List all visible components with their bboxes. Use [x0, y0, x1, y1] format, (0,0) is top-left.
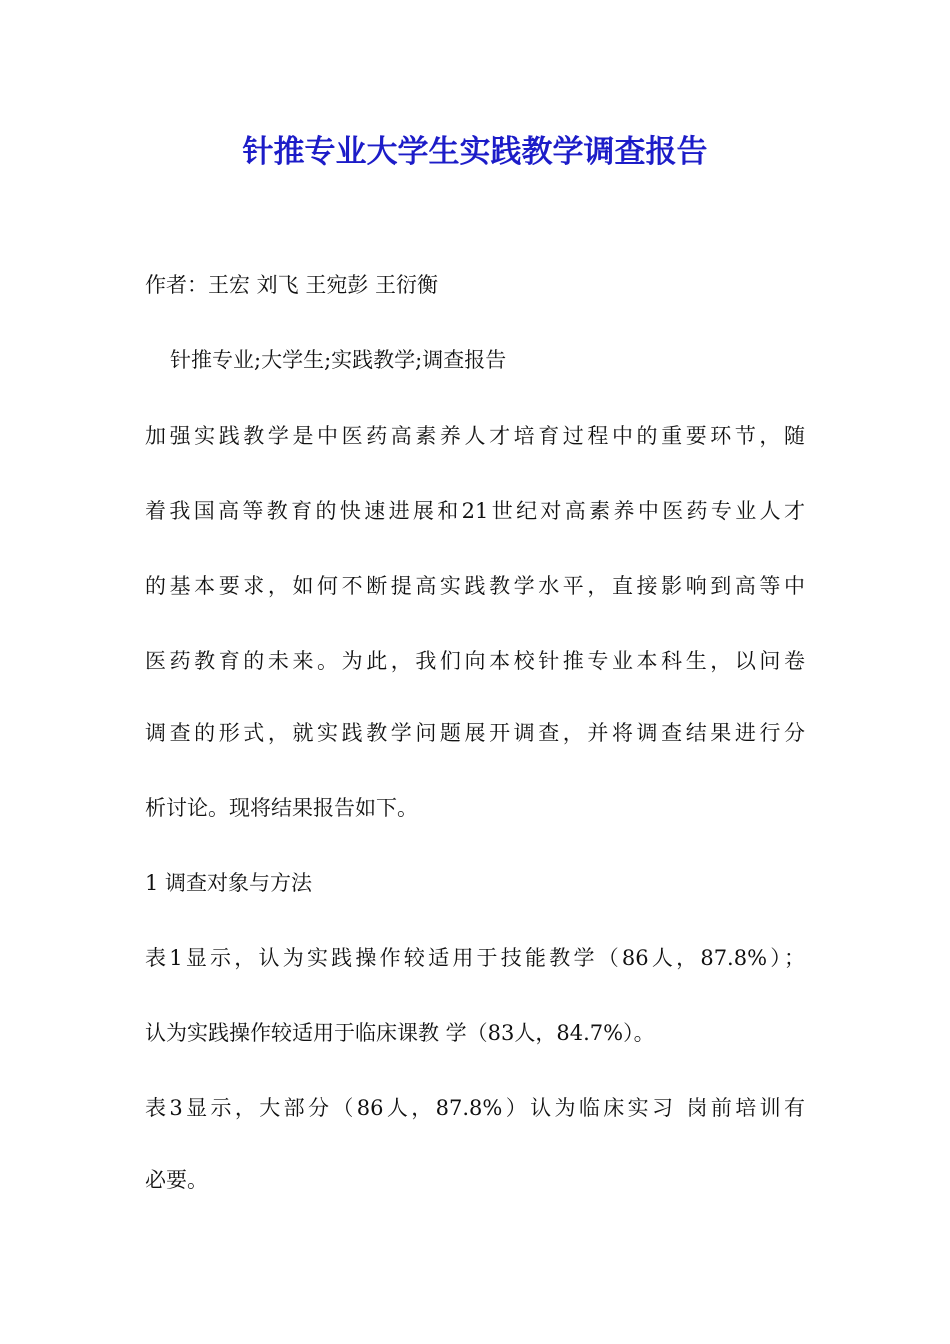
paragraph-line: 调查的形式，就实践教学问题展开调查，并将调查结果进行分	[145, 721, 805, 745]
paragraph-line: 表3显示，大部分（86人，87.8%）认为临床实习 岗前培训有	[145, 1096, 805, 1120]
document-title: 针推专业大学生实践教学调查报告	[242, 134, 708, 170]
paragraph-line: 认为实践操作较适用于临床课教 学（83人，84.7%）。	[145, 1021, 655, 1045]
keywords-line: 针推专业;大学生;实践教学;调查报告	[170, 348, 507, 372]
paragraph-line: 着我国高等教育的快速进展和21世纪对高素养中医药专业人才	[145, 499, 805, 523]
paragraph-line: 析讨论。现将结果报告如下。	[145, 796, 418, 820]
paragraph-line: 的基本要求，如何不断提高实践教学水平，直接影响到高等中	[145, 574, 805, 598]
section-heading: 1 调查对象与方法	[145, 871, 313, 895]
paragraph-line: 必要。	[145, 1168, 208, 1192]
paragraph-line: 医药教育的未来。为此，我们向本校针推专业本科生，以问卷	[145, 649, 805, 673]
paragraph-line: 表1显示，认为实践操作较适用于技能教学（86人，87.8%）；	[145, 946, 805, 970]
author-line: 作者：王宏 刘飞 王宛彭 王衍衡	[145, 273, 439, 297]
paragraph-line: 加强实践教学是中医药高素养人才培育过程中的重要环节，随	[145, 424, 805, 448]
